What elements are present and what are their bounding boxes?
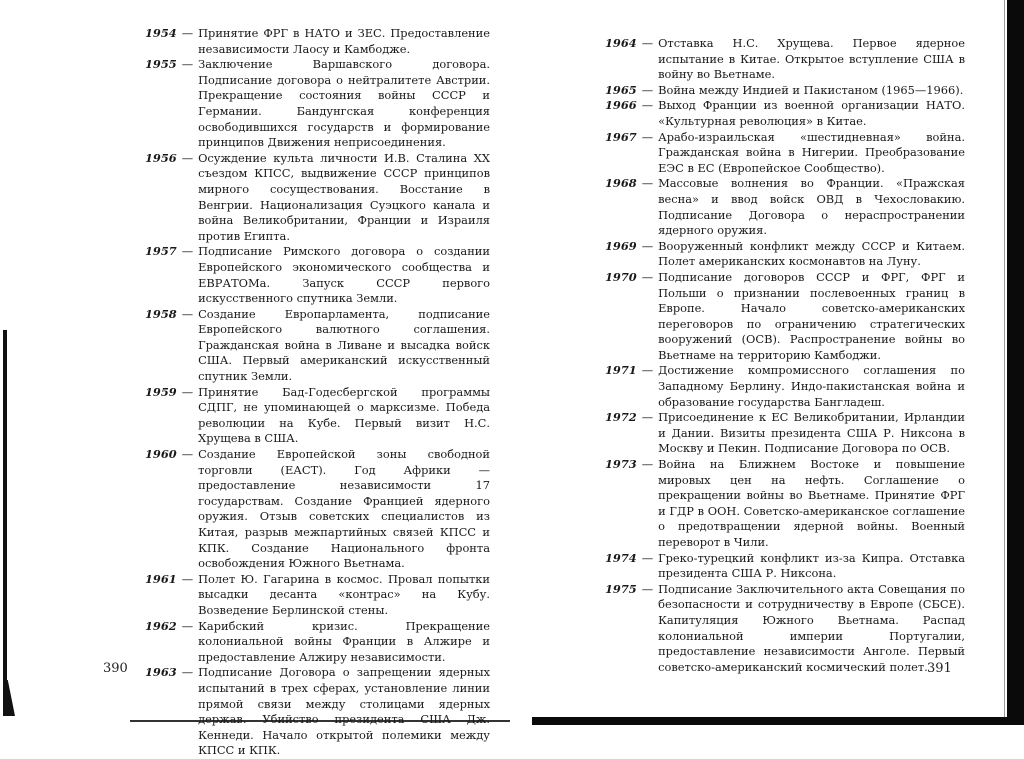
page-number-right: 391 [927,661,952,676]
chronology-entry [605,410,965,457]
entry-year: 1974 [605,550,637,565]
entry-year: 1959 [145,384,177,399]
entry-year: 1971 [605,363,637,378]
entry-text: Вооруженный конфликт между СССР и Китаем. Полет американских космонавтов на Луну. [658,238,965,269]
chronology-entry [605,551,965,582]
entry-dash: — [641,176,654,191]
entry-dash: — [181,447,194,462]
entry-dash: — [181,150,194,165]
entry-dash: — [641,98,654,113]
page-bottom-edge-right [532,717,1024,725]
entry-year: 1968 [605,176,637,191]
entry-dash: — [181,26,194,40]
chronology-entry [145,244,490,306]
entry-year: 1961 [145,571,177,586]
entry-year: 1954 [145,26,177,40]
entry-text: Присоединение к ЕС Великобритании, Ирландии и Дании. Визиты президента США Р. Никсона в Москву и Пекин. Подписание Договора по ОСВ. [658,410,965,456]
entry-dash: — [641,457,654,472]
entry-text: Создание Европарламента, подписание Европейского валютного соглашения. Гражданская война в Ливане и высадка войск США. Первый американский искусственный спутник Земли. [198,306,490,384]
entry-text: Достижение компромиссного соглашения по Западному Берлину. Индо-пакистанская война и образование государства Бангладеш. [658,363,965,409]
chronology-entry [145,572,490,619]
entry-year: 1963 [145,665,177,680]
chronology-entry [145,151,490,245]
entry-year: 1967 [605,129,637,144]
entry-dash: — [641,410,654,425]
chronology-entry [605,176,965,238]
entry-dash: — [181,384,194,399]
chronology-entry [605,270,965,364]
entry-dash: — [181,571,194,586]
entry-text: Подписание Договора о запрещении ядерных испытаний в трех сферах, установление линии прямой связи между столицами ядерных держав. Убийство президента США Дж. Кеннеди. Начало открытой полемики между КПСС и КПК. [198,665,490,758]
entry-dash: — [641,238,654,253]
entry-dash: — [641,36,654,50]
entry-dash: — [641,269,654,284]
entry-year: 1970 [605,269,637,284]
entry-text: Арабо-израильская «шестидневная» война. Гражданская война в Нигерии. Преобразование ЕЭС в ЕС (Европейское Сообщество). [658,129,965,175]
entry-text: Принятие Бад-Годесбергской программы СДПГ, не упоминающей о марксизме. Победа революции на Кубе. Первый визит Н.С. Хрущева в США. [198,384,490,446]
entry-text: Карибский кризис. Прекращение колониальной войны Франции в Алжире и предоставление Алжиру независимости. [198,618,490,664]
entry-dash: — [641,363,654,378]
chronology-entry [145,665,490,759]
entry-year: 1957 [145,244,177,259]
entry-year: 1962 [145,618,177,633]
right-page [605,36,965,675]
scan-edge-left [3,330,7,715]
entry-year: 1969 [605,238,637,253]
entry-year: 1975 [605,581,637,596]
entry-year: 1965 [605,82,637,97]
entry-dash: — [641,82,654,97]
entry-text: Принятие ФРГ в НАТО и ЗЕС. Предоставление независимости Лаосу и Камбодже. [198,26,490,56]
scan-edge-left-foot [3,680,15,716]
entry-dash: — [641,581,654,596]
chronology-entry [145,57,490,151]
chronology-entry [145,447,490,572]
entry-year: 1955 [145,57,177,72]
left-page [145,26,490,759]
entry-year: 1960 [145,447,177,462]
chronology-entry [145,307,490,385]
chronology-entry [145,26,490,57]
entry-year: 1964 [605,36,637,50]
entry-text: Подписание Заключительного акта Совещания по безопасности и сотрудничеству в Европе (СБСЕ). Капитуляция Южного Вьетнама. Распад колониальной империи Португалии, предоставление независимости Анголе. Первый советско-американский космический полет. [658,581,965,674]
entry-text: Война между Индией и Пакистаном (1965—1966). [658,82,964,97]
scan-edge-right-line [1004,0,1005,725]
entry-year: 1958 [145,306,177,321]
entry-year: 1972 [605,410,637,425]
chronology-entry [145,385,490,447]
entry-year: 1966 [605,98,637,113]
entry-dash: — [181,618,194,633]
chronology-entry [605,239,965,270]
entry-text: Война на Ближнем Востоке и повышение мировых цен на нефть. Соглашение о прекращении войны во Вьетнаме. Принятие ФРГ и ГДР в ООН. Советско-американское соглашение о предотвращении ядерной войны. Военный переворот в Чили. [658,457,965,549]
entry-text: Массовые волнения во Франции. «Пражская весна» и ввод войск ОВД в Чехословакию. Подписание Договора о нераспространении ядерного оружия. [658,176,965,238]
chronology-entry [605,130,965,177]
chronology-entry [605,457,965,551]
chronology-entry [605,98,965,129]
entry-dash: — [181,306,194,321]
entry-text: Осуждение культа личности И.В. Сталина XX съездом КПСС, выдвижение СССР принципов мирного сосуществования. Восстание в Венгрии. Национализация Суэцкого канала и война Великобритании, Франции и Израиля против Египта. [198,150,490,243]
entry-dash: — [641,550,654,565]
entry-text: Отставка Н.С. Хрущева. Первое ядерное испытание в Китае. Открытое вступление США в войну во Вьетнаме. [658,36,965,82]
entry-text: Подписание договоров СССР и ФРГ, ФРГ и Польши о признании послевоенных границ в Европе. Начало советско-американских переговоров по ограничению стратегических вооружений (ОСВ). Распространение войны во Вьетнаме на территорию Камбоджи. [658,269,965,362]
chronology-entry [605,83,965,99]
entry-text: Греко-турецкий конфликт из-за Кипра. Отставка президента США Р. Никсона. [658,550,965,581]
entry-dash: — [181,244,194,259]
entry-dash: — [181,57,194,72]
entry-text: Подписание Римского договора о создании Европейского экономического сообщества и ЕВРАТОМа. Запуск СССР первого искусственного спутника Земли. [198,244,490,306]
entry-text: Выход Франции из военной организации НАТО. «Культурная революция» в Китае. [658,98,965,128]
page-number-left: 390 [103,661,128,676]
entry-text: Создание Европейской зоны свободной торговли (ЕАСТ). Год Африки — предоставление независимости 17 государствам. Создание Францией ядерного оружия. Отзыв советских специалистов из Китая, разрыв межпартийных связей КПСС и КПК. Создание Национального фронта освобождения Южного Вьетнама. [198,447,490,571]
entry-text: Полет Ю. Гагарина в космос. Провал попытки высадки десанта «контрас» на Кубу. Возведение Берлинской стены. [198,571,490,617]
scan-edge-right [1007,0,1024,725]
chronology-entry [145,619,490,666]
chronology-entry [605,582,965,676]
chronology-entry [605,36,965,83]
chronology-entry [605,363,965,410]
entry-dash: — [181,665,194,680]
entry-year: 1973 [605,457,637,472]
entry-text: Заключение Варшавского договора. Подписание договора о нейтралитете Австрии. Прекращение состояния войны СССР и Германии. Бандунгская конференция освободившихся государств и формирование принципов Движения неприсоединения. [198,57,490,150]
entry-dash: — [641,129,654,144]
entry-year: 1956 [145,150,177,165]
